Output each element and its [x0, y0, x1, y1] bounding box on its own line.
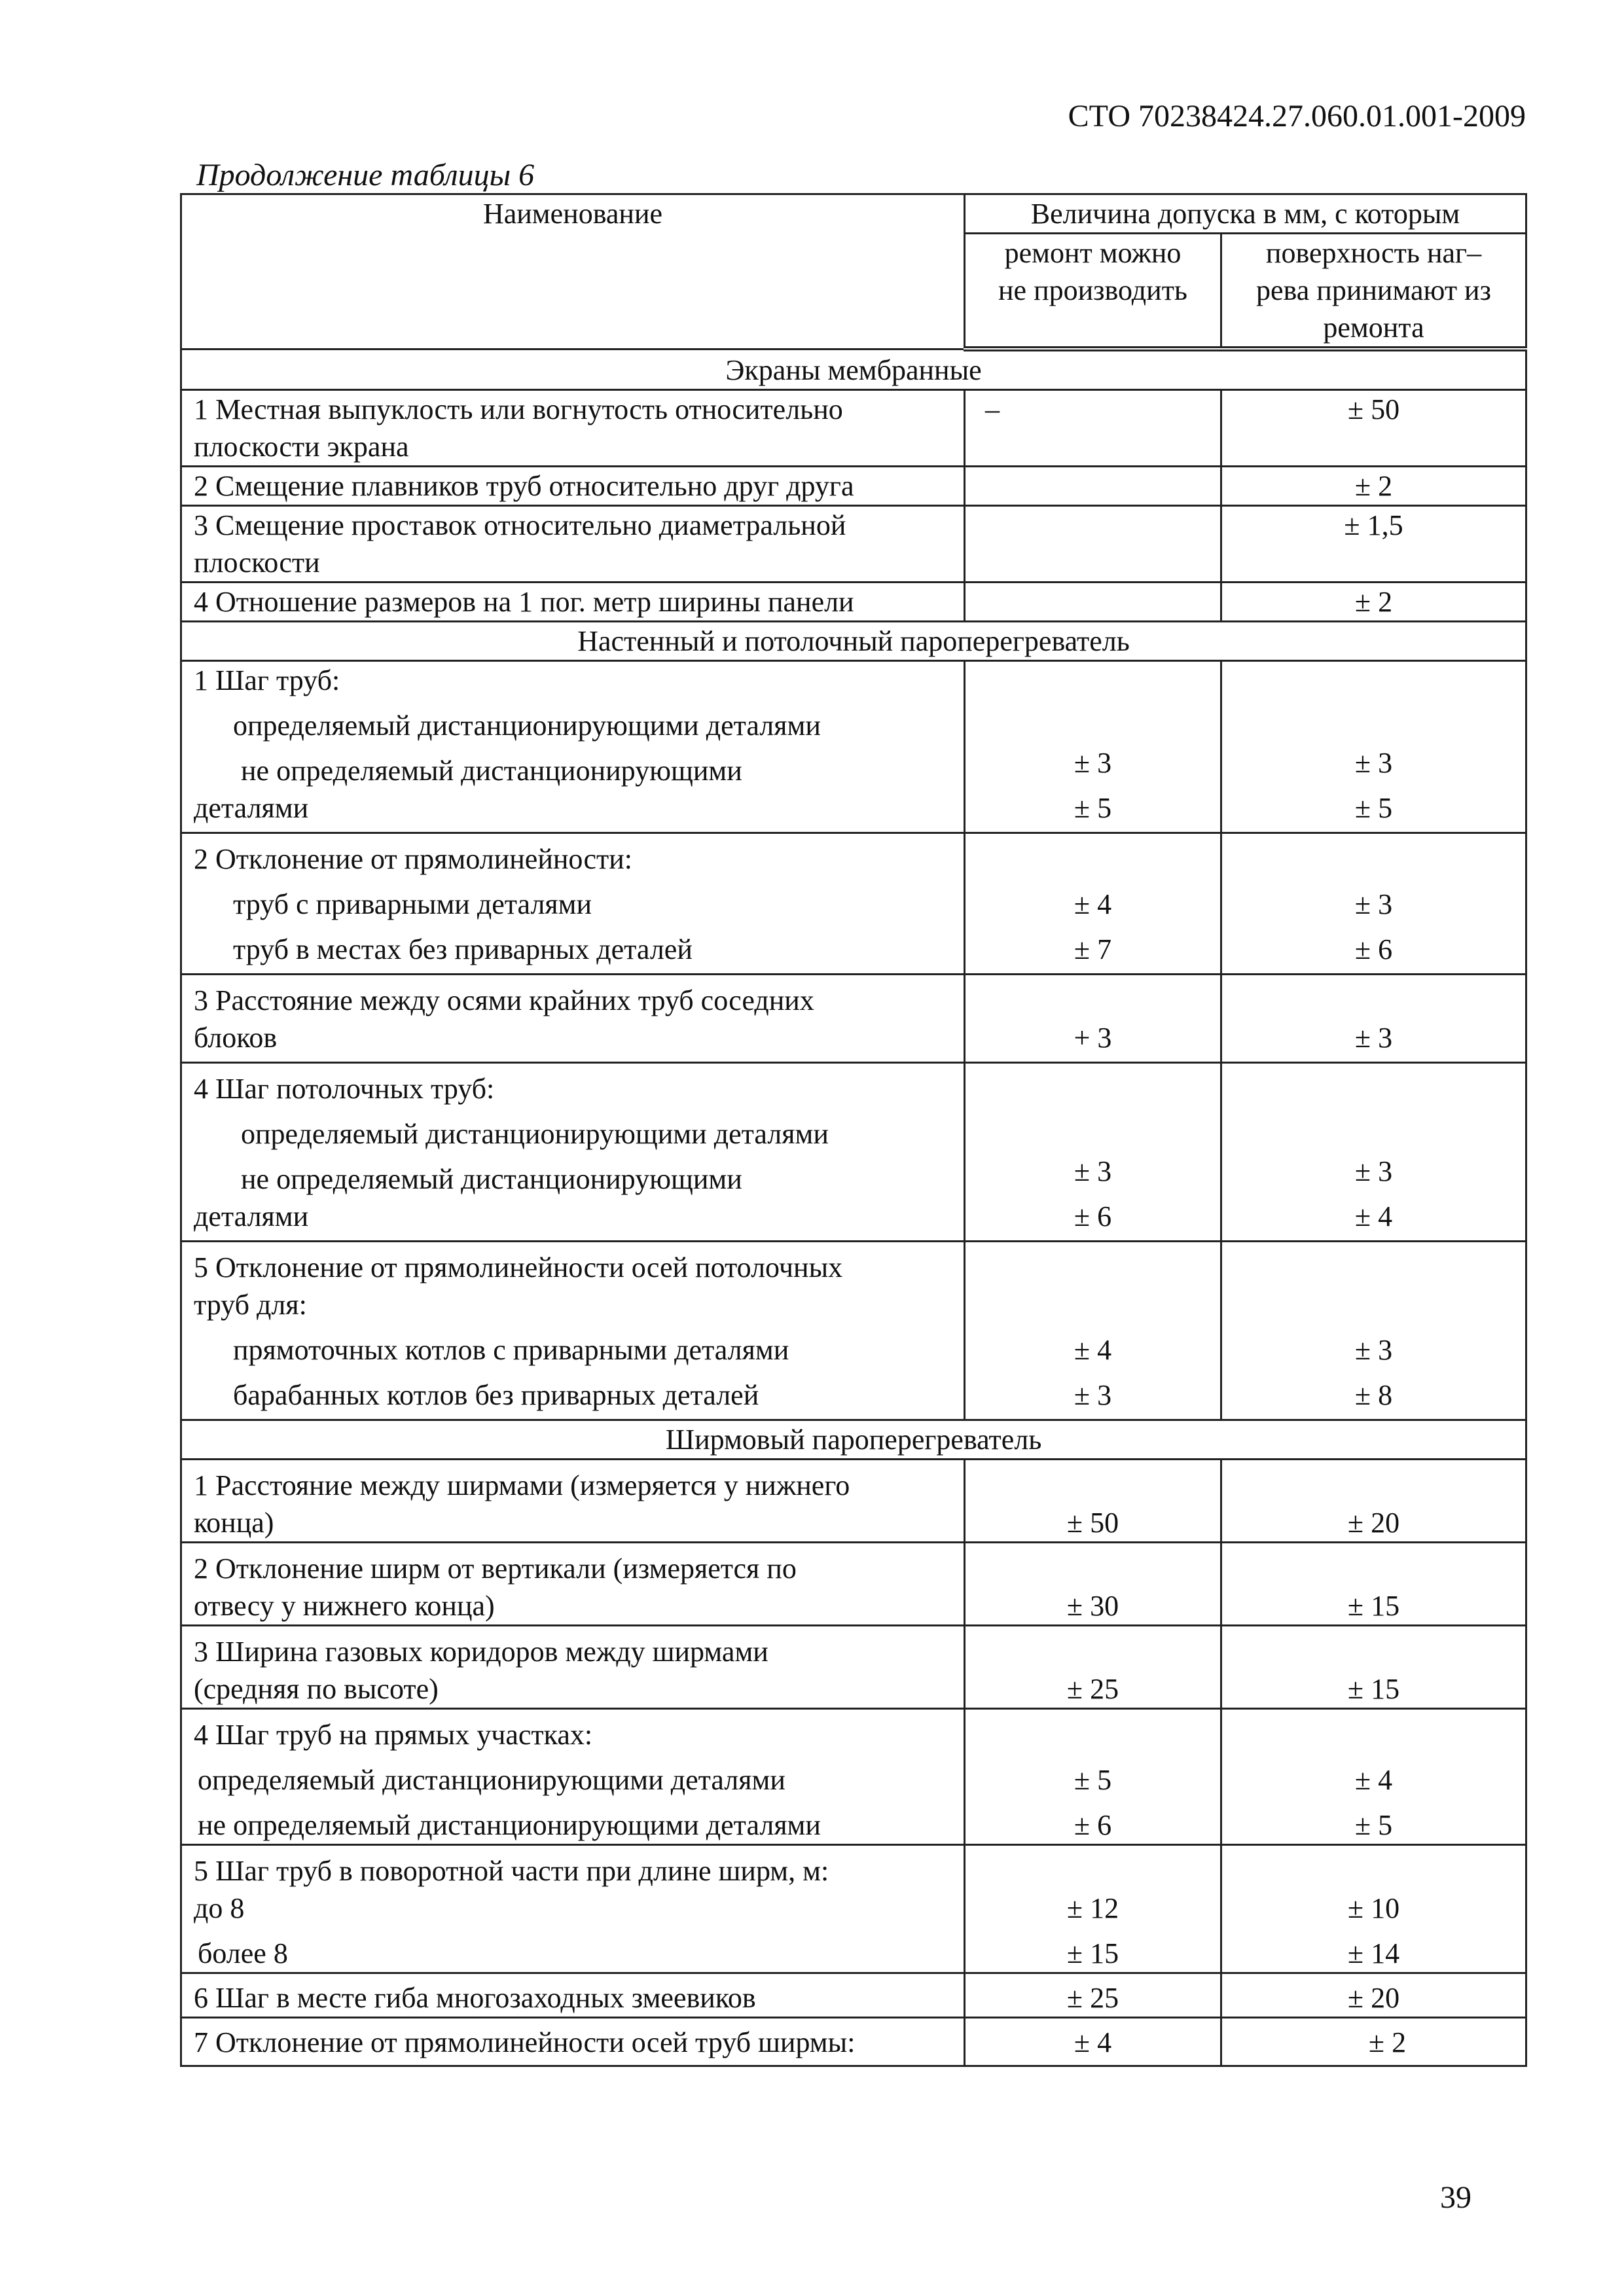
section-row: Экраны мембранные — [181, 349, 1526, 390]
header-col-a: ремонт можно не производить — [965, 234, 1221, 350]
table-row: 3 Смещение проставок относительно диаметральной плоскости ± 1,5 — [181, 506, 1526, 583]
table-row: 2 Отклонение от прямолинейности: труб с приварными деталями труб в местах без приварных деталей ± 4 ± 7 ± 3 ± 6 — [181, 833, 1526, 975]
table-row: 3 Расстояние между осями крайних труб соседних блоков + 3 ± 3 — [181, 975, 1526, 1063]
table-row: 4 Отношение размеров на 1 пог. метр ширины панели ± 2 — [181, 583, 1526, 622]
table-row: 4 Шаг труб на прямых участках: определяемый дистанционирующими деталями не определяемый дистанционирующими деталями ± 5 ± 6 ± 4 ± 5 — [181, 1709, 1526, 1845]
table-row: 4 Шаг потолочных труб: определяемый дистанционирующими деталями не определяемый дистанционирующими деталями ± 3 ± 6 ± 3 ± 4 — [181, 1063, 1526, 1242]
table-row: 1 Местная выпуклость или вогнутость относительно плоскости экрана – ± 50 — [181, 390, 1526, 467]
table-row: 3 Ширина газовых коридоров между ширмами (средняя по высоте) ± 25 ± 15 — [181, 1626, 1526, 1709]
table-row: 7 Отклонение от прямолинейности осей труб ширмы: ± 4 ± 2 — [181, 2018, 1526, 2066]
header-col-b: поверхность наг– рева принимают из ремонта — [1221, 234, 1526, 350]
section-row: Настенный и потолочный пароперегреватель — [181, 622, 1526, 661]
table-caption: Продолжение таблицы 6 — [196, 158, 535, 192]
page-number: 39 — [1440, 2180, 1471, 2215]
table-row: 6 Шаг в месте гиба многозаходных змеевиков ± 25 ± 20 — [181, 1973, 1526, 2018]
table-row: 2 Смещение плавников труб относительно друг друга ± 2 — [181, 467, 1526, 506]
tolerance-table — [180, 193, 1527, 2067]
table-row: 5 Отклонение от прямолинейности осей потолочных труб для: прямоточных котлов с приварными деталями барабанных котлов без приварных деталей ± 4 ± 3 ± 3 ± 8 — [181, 1242, 1526, 1420]
table-row: 2 Отклонение ширм от вертикали (измеряется по отвесу у нижнего конца) ± 30 ± 15 — [181, 1543, 1526, 1626]
header-group-cell: Величина допуска в мм, с которым — [965, 194, 1526, 234]
header-name-cell: Наименование — [181, 194, 965, 350]
table-row: 1 Шаг труб: определяемый дистанционирующими деталями не определяемый дистанционирующими деталями ± 3 ± 5 ± 3 ± 5 — [181, 661, 1526, 833]
table-row: 5 Шаг труб в поворотной части при длине ширм, м: до 8 более 8 ± 12 ± 15 ± 10 ± 14 — [181, 1845, 1526, 1973]
document-code: СТО 70238424.27.060.01.001-2009 — [1068, 99, 1526, 134]
table-row: 1 Расстояние между ширмами (измеряется у нижнего конца) ± 50 ± 20 — [181, 1460, 1526, 1543]
section-row: Ширмовый пароперегреватель — [181, 1420, 1526, 1460]
